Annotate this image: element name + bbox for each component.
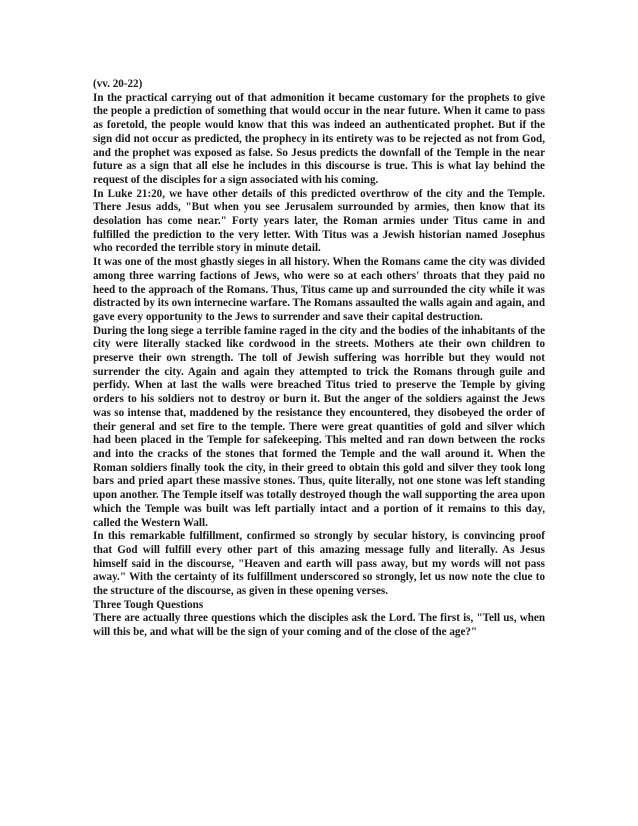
section-heading-three-tough-questions: Three Tough Questions — [93, 598, 204, 611]
paragraph-prophet-sign: In the practical carrying out of that admonition it became customary for the prophets to give the people a prediction of something that would occur in the near future. When it came to pass as foretold, the people would know that this was indeed an authenticated prophet. But if the sign did not occur as predicted, the prophecy in its entirety was to be rejected as not from God, and the prophet was exposed as false. So Jesus predicts the downfall of the Temple in the near future as a sign that all else he includes in this discourse is true. This is what lay behind the request of the disciples for a sign associated with his coming. — [93, 91, 545, 186]
document-body — [93, 78, 545, 640]
paragraph-three-questions: There are actually three questions which the disciples ask the Lord. The first is, "Tell us, when will this be, and what will be the sign of your coming and of the close of the age?" — [93, 612, 545, 639]
paragraph-luke-21-20: In Luke 21:20, we have other details of this predicted overthrow of the city and the Temple. There Jesus adds, "But when you see Jerusalem surrounded by armies, then know that its desolation has come near." Forty years later, the Roman armies under Titus came in and fulfilled the prediction to the very letter. With Titus was a Jewish historian named Josephus who recorded the terrible story in minute detail. — [93, 187, 545, 255]
paragraph-remarkable-fulfillment: In this remarkable fulfillment, confirmed so strongly by secular history, is convincing proof that God will fulfill every other part of this amazing message fully and literally. As Jesus himself said in the discourse, "Heaven and earth will pass away, but my words will not pass away." With the certainty of its fulfillment underscored so strongly, let us now note the clue to the structure of the discourse, as given in these opening verses. — [93, 530, 545, 598]
paragraph-long-siege: During the long siege a terrible famine raged in the city and the bodies of the inhabitants of the city were literally stacked like cordwood in the streets. Mothers ate their own children to preserve their own strength. The toll of Jewish suffering was horrible but they would not surrender the city. Again and again they attempted to trick the Romans through guile and perfidy. When at last the walls were breached Titus tried to preserve the Temple by giving orders to his soldiers not to destroy or burn it. But the anger of the soldiers against the Jews was so intense that, maddened by the resistance they encountered, they disobeyed the order of their general and set fire to the temple. There were great quantities of gold and silver which had been placed in the Temple for safekeeping. This melted and ran down between the rocks and into the cracks of the stones that formed the Temple and the wall around it. When the Roman soldiers finally took the city, in their greed to obtain this gold and silver they took long bars and pried apart these massive stones. Thus, quite literally, not one stone was left standing upon another. The Temple itself was totally destroyed though the wall supporting the area upon which the Temple was built was left partially intact and a portion of it remains to this day, called the Western Wall. — [93, 324, 545, 529]
paragraph-ghastly-siege: It was one of the most ghastly sieges in all history. When the Romans came the city was divided among three warring factions of Jews, who were so at each others' throats that they paid no heed to the approach of the Romans. Thus, Titus came up and surrounded the city while it was distracted by its own internecine warfare. The Romans assaulted the walls again and again, and gave every opportunity to the Jews to surrender and save their capital destruction. — [93, 256, 545, 323]
verse-reference: (vv. 20-22) — [93, 78, 143, 90]
